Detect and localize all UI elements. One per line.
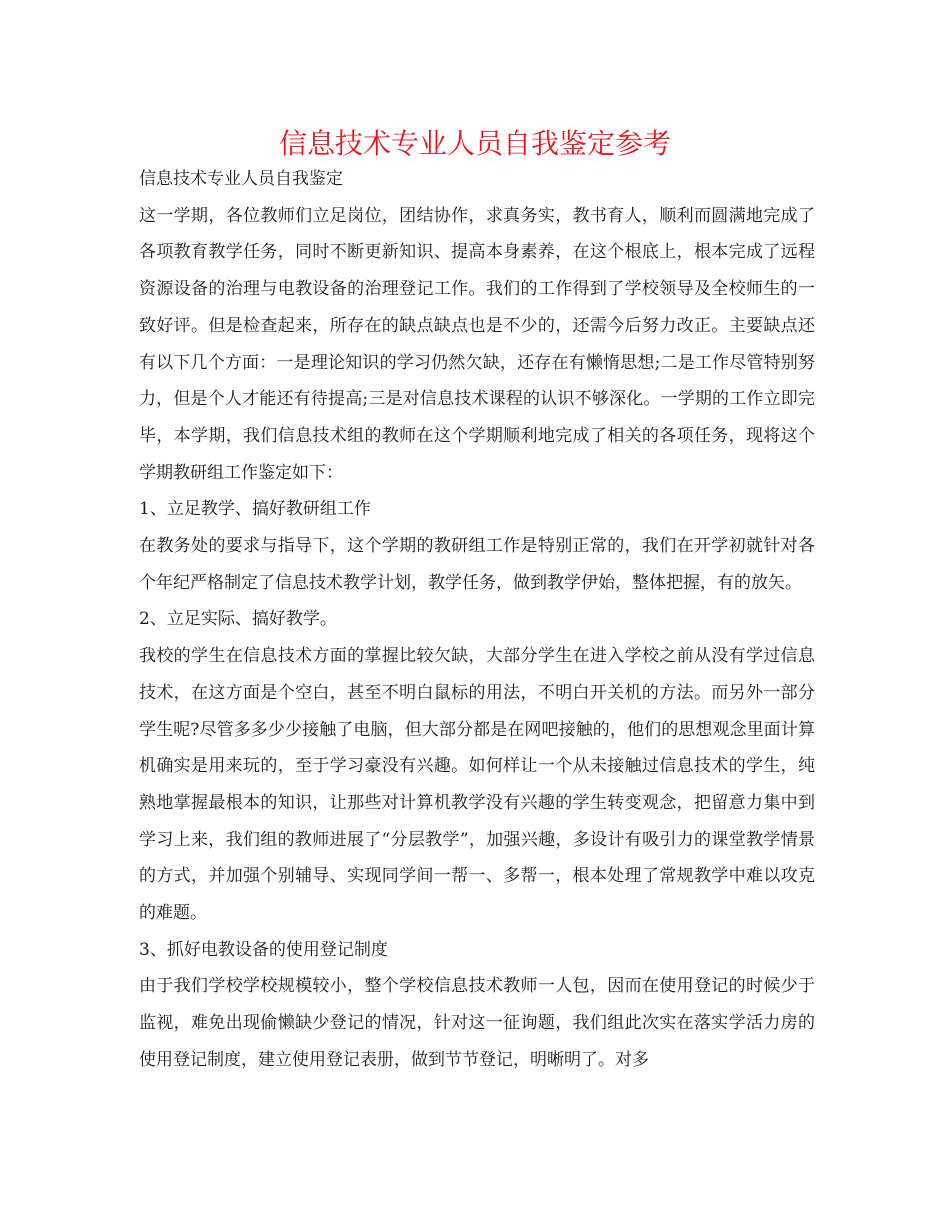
document-subtitle: 信息技术专业人员自我鉴定 [139, 169, 343, 189]
section-3-heading: 3、抓好电教设备的使用登记制度 [139, 939, 388, 960]
document-body [139, 161, 815, 1079]
section-1-heading: 1、立足教学、搞好教研组工作 [139, 499, 371, 520]
document-title: 信息技术专业人员自我鉴定参考 [278, 127, 671, 160]
section-2-body: 我校的学生在信息技术方面的掌握比较欠缺，大部分学生在进入学校之前从没有学过信息技术，在这方面是个空白，甚至不明白鼠标的用法，不明白开关机的方法。而另外一部分学生呢?尽管多多少少接触了电脑，但大部分都是在网吧接触的，他们的思想观念里面计算机确实是用来玩的，至于学习豪没有兴趣。如何样让一个从未接触过信息技术的学生，纯熟地掌握最根本的知识，让那些对计算机教学没有兴趣的学生转变观念，把留意力集中到学习上来，我们组的教师进展了“分层教学”，加强兴趣，多设计有吸引力的课堂教学情景的方式，并加强个别辅导、实现同学间一帮一、多帮一，根本处理了常规教学中难以攻克的难题。 [139, 646, 815, 924]
intro-paragraph: 这一学期，各位教师们立足岗位，团结协作，求真务实，教书育人，顺利而圆满地完成了各项教育教学任务，同时不断更新知识、提高本身素养，在这个根底上，根本完成了远程资源设备的治理与电教设备的治理登记工作。我们的工作得到了学校领导及全校师生的一致好评。但是检查起来，所存在的缺点缺点也是不少的，还需今后努力改正。主要缺点还有以下几个方面：一是理论知识的学习仍然欠缺，还存在有懒惰思想;二是工作尽管特别努力，但是个人才能还有待提高;三是对信息技术课程的认识不够深化。一学期的工作立即完毕，本学期，我们信息技术组的教师在这个学期顺利地完成了相关的各项任务，现将这个学期教研组工作鉴定如下： [139, 205, 815, 483]
section-1-body: 在教务处的要求与指导下，这个学期的教研组工作是特别正常的，我们在开学初就针对各个年纪严格制定了信息技术教学计划，教学任务，做到教学伊始，整体把握，有的放矢。 [139, 536, 815, 593]
section-3-body: 由于我们学校学校规模较小，整个学校信息技术教师一人包，因而在使用登记的时候少于监视，难免出现偷懒缺少登记的情况，针对这一征询题，我们组此次实在落实学活力房的使用登记制度，建立使用登记表册，做到节节登记，明晰明了。对多 [139, 976, 815, 1070]
section-2-heading: 2、立足实际、搞好教学。 [139, 609, 337, 630]
